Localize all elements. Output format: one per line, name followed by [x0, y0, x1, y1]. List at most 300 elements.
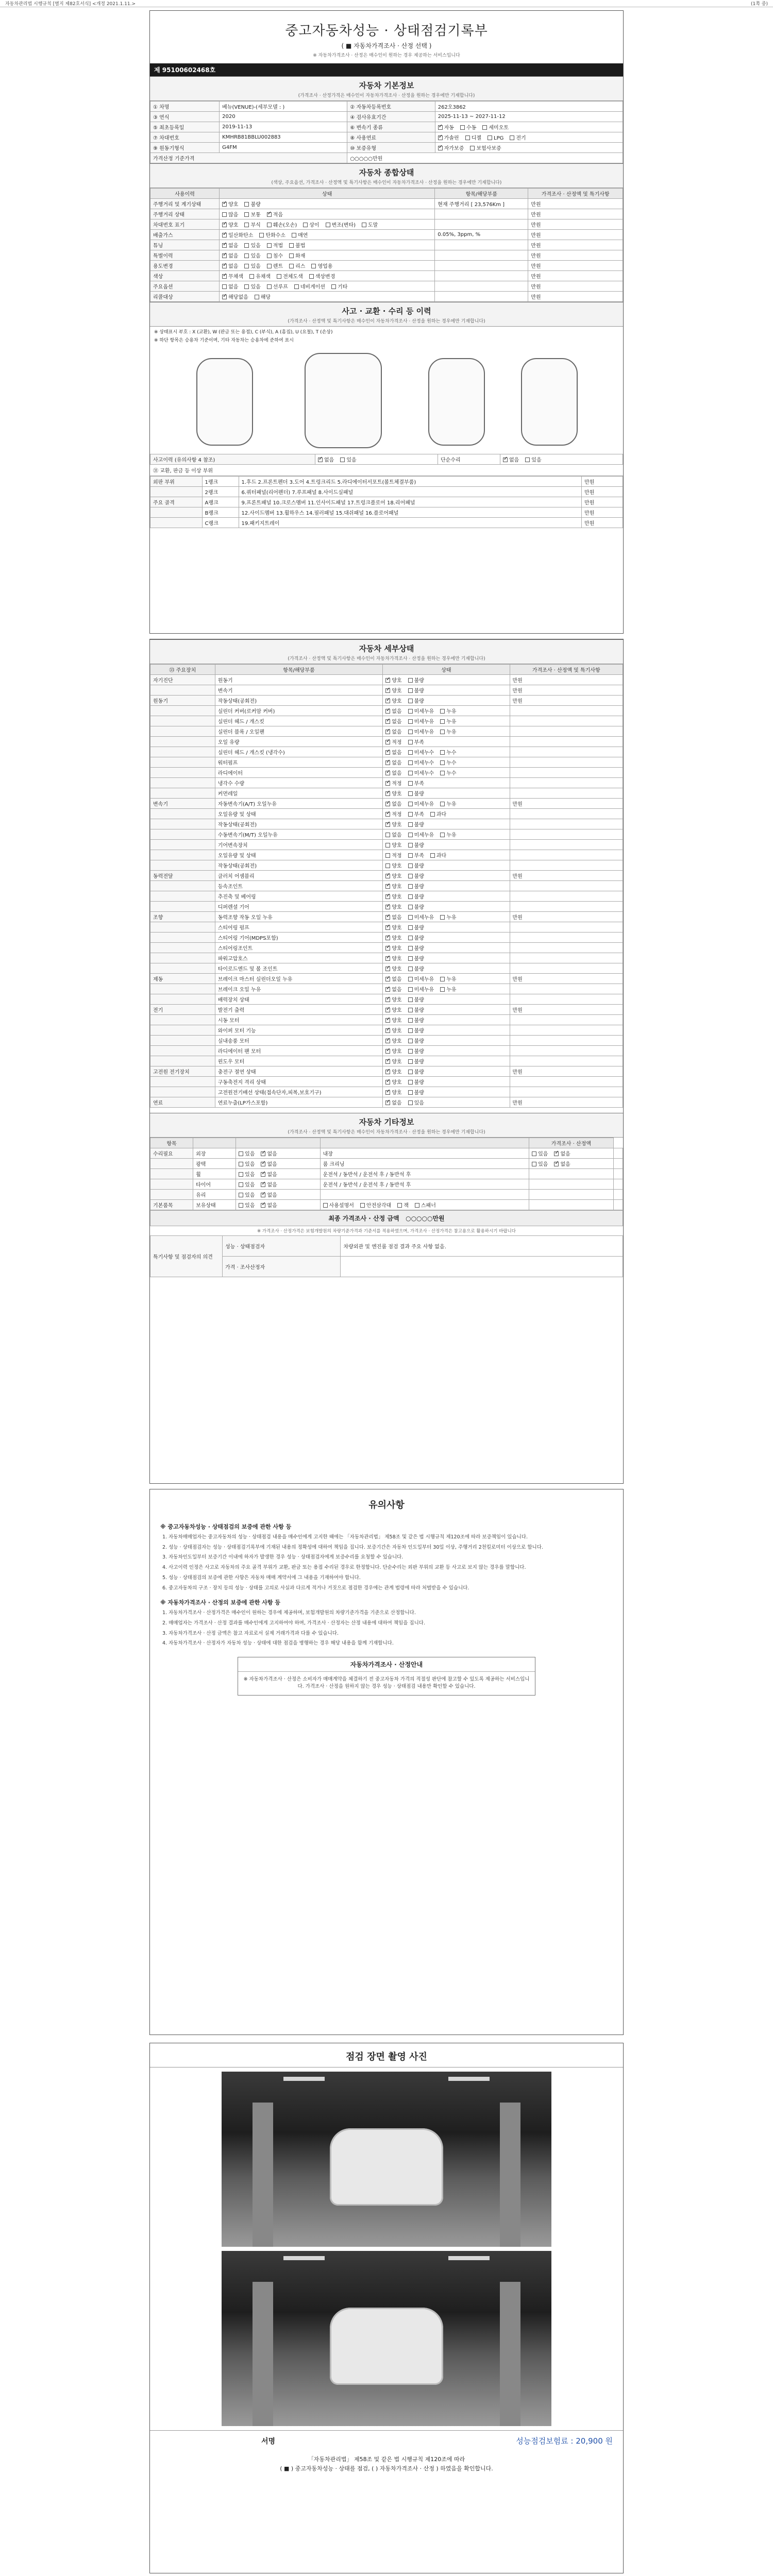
checkbox-option[interactable]: ✓ 없음	[385, 719, 401, 725]
checkbox-option[interactable]: ✓ 없음	[261, 1182, 277, 1188]
table-cell: 원동기	[150, 696, 215, 706]
checkbox-option[interactable]: 불량	[408, 894, 424, 900]
table-cell	[236, 1169, 320, 1179]
table-cell	[236, 1148, 320, 1159]
table-cell	[150, 1025, 215, 1036]
checkbox-option[interactable]: 선루프	[267, 284, 288, 290]
checkbox-option[interactable]: 불량	[408, 791, 424, 797]
checkbox-option[interactable]: 있음	[244, 264, 260, 269]
checkbox-option[interactable]: ✓ 양호	[385, 925, 401, 931]
checkbox-option[interactable]: 불량	[408, 905, 424, 910]
checkbox-option[interactable]: ✓ 양호	[385, 884, 401, 890]
checkbox-icon	[385, 853, 390, 858]
table-cell	[150, 840, 215, 850]
checkbox-option[interactable]: 없음	[385, 833, 401, 838]
price-cell: 만원	[582, 487, 623, 497]
checkbox-option[interactable]: ✓ 없음	[261, 1203, 277, 1209]
checkbox-option[interactable]: 미세누유	[408, 977, 434, 982]
table-cell	[220, 250, 435, 261]
checkbox-option[interactable]: ✓ 없음	[503, 457, 519, 463]
table-cell	[510, 706, 623, 716]
special-table	[150, 1235, 623, 1277]
checkbox-icon	[261, 1162, 265, 1166]
checkbox-option[interactable]: 불량	[408, 1008, 424, 1013]
parts-header: ㉛ 교환, 판금 등 이상 부위	[150, 465, 623, 476]
checkbox-option[interactable]: 누유	[440, 802, 456, 807]
checkbox-option[interactable]: 영업용	[311, 264, 332, 269]
checkbox-option[interactable]: 전기	[510, 135, 526, 141]
checkbox-option[interactable]: ✓ 없음	[222, 253, 238, 259]
table-cell	[383, 881, 510, 891]
inspector-role: 성능 · 상태점검자	[223, 1236, 341, 1257]
checkbox-icon	[385, 1018, 390, 1023]
table-cell: 라디에이터	[215, 768, 383, 778]
table-cell	[383, 994, 510, 1005]
table-cell: 실린더 블록 / 오일팬	[215, 726, 383, 737]
table-cell: 충전구 절연 상태	[215, 1066, 383, 1077]
final-price-note: ※ 가격조사 · 산정가격은 보험개발원의 차량기준가격과 기준서를 적용하였으며, 가격조사 · 산정가격은 참고용으로 활용하시기 바랍니다	[257, 1229, 516, 1234]
checkbox-option[interactable]: ✓ 없음	[261, 1172, 277, 1178]
checkbox-icon	[408, 1070, 413, 1074]
table-cell: 실내송풍 모터	[215, 1036, 383, 1046]
notice-section-1	[150, 1534, 623, 1592]
checkbox-option[interactable]: ✓ 자가보증	[438, 146, 464, 151]
checkbox-option[interactable]: 있음	[239, 1162, 255, 1167]
checkbox-option[interactable]: 불량	[408, 1059, 424, 1065]
table-cell	[529, 1159, 613, 1169]
checkbox-option[interactable]: 불량	[408, 1090, 424, 1096]
checkbox-option[interactable]: 잭	[397, 1203, 409, 1209]
checkbox-option[interactable]: 색상변경	[309, 274, 335, 280]
table-cell: 6.쿼터패널(리어펜더) 7.루프패널 8.사이드실패널	[239, 487, 581, 497]
summary-row	[150, 230, 623, 240]
checkbox-option[interactable]: ✓ 양호	[385, 1090, 401, 1096]
table-cell	[510, 953, 623, 963]
column-header	[236, 1138, 320, 1148]
checkbox-option[interactable]: 수동	[460, 125, 476, 131]
checkbox-option[interactable]: 미세누유	[408, 730, 434, 735]
checkbox-option[interactable]: 불량	[408, 936, 424, 941]
checkbox-option[interactable]: 미세누수	[408, 771, 434, 776]
checkbox-option[interactable]: 불량	[408, 874, 424, 879]
checkbox-option[interactable]: 해당	[255, 295, 271, 300]
checkbox-option[interactable]: 불량	[408, 1070, 424, 1075]
checkbox-option[interactable]: ✓ 양호	[385, 997, 401, 1003]
checkbox-icon	[430, 812, 435, 817]
checkbox-icon	[385, 699, 390, 703]
table-cell	[383, 788, 510, 799]
table-cell: 만원	[528, 261, 623, 271]
checkbox-option[interactable]: ✓ 없음	[385, 915, 401, 921]
table-cell: 운전석 / 동반석 / 운전석 후 / 동반석 후	[320, 1169, 529, 1179]
checkbox-option[interactable]: 미세누유	[408, 802, 434, 807]
checkbox-option[interactable]: 부족	[408, 781, 424, 787]
checkbox-option[interactable]: 미세누수	[408, 760, 434, 766]
checkbox-option[interactable]: 누수	[440, 750, 456, 756]
checkbox-option[interactable]: 과다	[430, 812, 446, 818]
checkbox-option[interactable]: ✓ 양호	[385, 678, 401, 684]
checkbox-option[interactable]: 세미오토	[482, 125, 509, 131]
checkbox-option[interactable]: ✓ 없음	[261, 1151, 277, 1157]
checkbox-option[interactable]: 불량	[408, 997, 424, 1003]
checkbox-option[interactable]: 있음	[239, 1203, 255, 1209]
checkbox-icon	[408, 987, 413, 992]
table-cell: 단순수리	[438, 454, 500, 465]
checkbox-option[interactable]: ✓ 양호	[385, 688, 401, 694]
checkbox-option[interactable]: 불량	[408, 1049, 424, 1055]
table-cell: 시동 모터	[215, 1015, 383, 1025]
checkbox-option[interactable]: ✓ 없음	[385, 802, 401, 807]
checkbox-option[interactable]: 누유	[440, 833, 456, 838]
checkbox-option[interactable]: ✓ 없음	[385, 760, 401, 766]
checkbox-option[interactable]: ✓ 양호	[385, 1028, 401, 1034]
checkbox-option[interactable]: 매연	[292, 233, 308, 239]
special-label: 특기사항 및 점검자의 의견	[150, 1236, 223, 1277]
basic-info-row	[150, 132, 623, 143]
checkbox-option[interactable]: 없음	[222, 284, 238, 290]
checkbox-option[interactable]: ✓ 없음	[385, 709, 401, 715]
checkbox-option[interactable]: ✓ 적정	[385, 781, 401, 787]
checkbox-option[interactable]: ✓ 양호	[385, 956, 401, 962]
checkbox-option[interactable]: LPG	[488, 135, 503, 141]
table-cell	[150, 768, 215, 778]
table-cell	[435, 271, 528, 281]
checkbox-option[interactable]: 안전삼각대	[360, 1203, 391, 1209]
checkbox-option[interactable]: ✓ 없음	[222, 243, 238, 249]
table-cell: 만원	[510, 799, 623, 809]
checkbox-option[interactable]: 양호	[385, 863, 401, 869]
checkbox-option[interactable]: ✓ 없음	[385, 730, 401, 735]
table-cell: 차대번호 표기	[150, 219, 220, 230]
checkbox-option[interactable]: 부족	[408, 740, 424, 745]
checkbox-option[interactable]: 누유	[440, 709, 456, 715]
checkbox-option[interactable]: 누유	[440, 719, 456, 725]
checkbox-icon	[385, 946, 390, 951]
table-cell: 2랭크	[202, 487, 239, 497]
checkbox-icon	[239, 1172, 243, 1177]
checkbox-option[interactable]: ✓ 없음	[385, 771, 401, 776]
checkbox-option[interactable]: 불량	[408, 678, 424, 684]
checkbox-option[interactable]: ✓ 해당없음	[222, 295, 248, 300]
detail-row	[150, 1046, 623, 1056]
table-cell: 브레이크 마스터 실린더오일 누유	[215, 974, 383, 984]
checkbox-option[interactable]: ✓ 없음	[385, 987, 401, 993]
checkbox-option[interactable]: ✓ 적음	[267, 212, 283, 218]
checkbox-option[interactable]: ✓ 없음	[385, 1100, 401, 1106]
table-cell	[383, 675, 510, 685]
table-cell: 용도변경	[150, 261, 220, 271]
checkbox-option[interactable]: 부식	[244, 223, 260, 228]
checkbox-option[interactable]: 있음	[532, 1151, 548, 1157]
table-cell: 스티어링 펌프	[215, 922, 383, 933]
checkbox-icon	[408, 956, 413, 961]
checkbox-option[interactable]: ✓ 없음	[222, 264, 238, 269]
checkbox-icon	[385, 781, 390, 786]
checkbox-icon	[385, 771, 390, 775]
checkbox-icon	[385, 802, 390, 806]
table-cell	[236, 1159, 320, 1169]
form-reference: 자동차관리법 시행규칙 [별지 제82호서식] <개정 2021.1.11.>	[5, 2, 136, 7]
table-cell: 외장	[193, 1148, 236, 1159]
checkbox-option[interactable]: 부족	[408, 853, 424, 859]
table-cell	[510, 1046, 623, 1056]
checkbox-option[interactable]: 불량	[408, 688, 424, 694]
checkbox-option[interactable]: ✓ 양호	[385, 1070, 401, 1075]
checkbox-option[interactable]: ✓ 양호	[385, 936, 401, 941]
checkbox-option[interactable]: ✓ 없음	[554, 1151, 570, 1157]
checkbox-option[interactable]: 누유	[440, 915, 456, 921]
other-row	[150, 1159, 623, 1169]
checkbox-option[interactable]: 네비게이션	[294, 284, 325, 290]
checkbox-icon	[408, 967, 413, 971]
checkbox-option[interactable]: 부족	[408, 812, 424, 818]
table-cell: 만원	[528, 209, 623, 219]
checkbox-icon	[440, 750, 445, 755]
table-cell: 타이로드엔드 및 볼 조인트	[215, 963, 383, 974]
checkbox-icon	[385, 709, 390, 714]
checkbox-option[interactable]: ✓ 자동	[438, 125, 454, 131]
checkbox-option[interactable]: 불량	[408, 1080, 424, 1086]
checkbox-option[interactable]: ✓ 무채색	[222, 274, 243, 280]
checkbox-option[interactable]: 있음	[239, 1172, 255, 1178]
table-cell	[435, 292, 528, 302]
checkbox-option[interactable]: 렌트	[267, 264, 283, 269]
checkbox-option[interactable]: 탄화수소	[259, 233, 285, 239]
checkbox-option[interactable]: ✓ 없음	[385, 977, 401, 982]
checkbox-option[interactable]: ✓ 양호	[222, 223, 238, 228]
checkbox-option[interactable]: 누유	[440, 977, 456, 982]
checkbox-option[interactable]: ✓ 양호	[385, 1008, 401, 1013]
checkbox-option[interactable]: 적정	[385, 853, 401, 859]
checkbox-option[interactable]: 미세누유	[408, 719, 434, 725]
checkbox-option[interactable]: 불량	[408, 956, 424, 962]
checkbox-option[interactable]: ✓ 양호	[385, 822, 401, 828]
checkbox-option[interactable]: 불량	[408, 925, 424, 931]
checkbox-option[interactable]: ✓ 적정	[385, 740, 401, 745]
summary-title: 자동차 종합상태	[150, 163, 623, 179]
checkbox-icon	[294, 284, 299, 289]
checkbox-option[interactable]: 미세누수	[408, 750, 434, 756]
checkbox-icon	[408, 771, 413, 775]
checkbox-option[interactable]: ✓ 양호	[385, 967, 401, 972]
checkbox-icon	[309, 274, 314, 279]
checkbox-option[interactable]: 상이	[303, 223, 319, 228]
checkbox-option[interactable]: 있음	[408, 1100, 424, 1106]
checkbox-icon	[408, 977, 413, 981]
checkbox-option[interactable]: 디젤	[465, 135, 481, 141]
checkbox-option[interactable]: ✓ 양호	[385, 1080, 401, 1086]
checkbox-option[interactable]: ✓ 적정	[385, 812, 401, 818]
checkbox-icon	[440, 915, 445, 920]
notice-heading-2: ※ 자동차가격조사 · 산정의 보증에 관한 사항 등	[160, 1599, 280, 1606]
table-cell: A랭크	[202, 497, 239, 507]
checkbox-option[interactable]: ✓ 없음	[385, 750, 401, 756]
checkbox-option[interactable]: ✓ 없음	[554, 1162, 570, 1167]
checkbox-icon	[385, 688, 390, 693]
checkbox-icon	[440, 802, 445, 806]
checkbox-option[interactable]: 보통	[244, 212, 260, 218]
checkbox-option[interactable]: ✓ 양호	[222, 202, 238, 208]
checkbox-option[interactable]: 있음	[244, 284, 260, 290]
checkbox-option[interactable]: 있음	[244, 253, 260, 259]
table-cell: B랭크	[202, 507, 239, 518]
checkbox-option[interactable]: 있음	[239, 1182, 255, 1188]
checkbox-option[interactable]: 변조(변타)	[326, 223, 356, 228]
checkbox-option[interactable]: 적법	[267, 243, 283, 249]
checkbox-option[interactable]: 불량	[408, 967, 424, 972]
checkbox-option[interactable]: ✓ 양호	[385, 1018, 401, 1024]
checkbox-option[interactable]: 스패너	[415, 1203, 436, 1209]
checkbox-option[interactable]: 과다	[430, 853, 446, 859]
checkbox-option[interactable]: 있음	[525, 457, 541, 463]
inspection-photo-rear	[222, 2251, 551, 2426]
table-cell: ⑨ 원동기형식	[150, 143, 220, 153]
accident-summary-table	[150, 454, 623, 465]
page-indicator: (1쪽 중)	[751, 2, 768, 7]
detail-row	[150, 943, 623, 953]
checkbox-option[interactable]: 불량	[408, 884, 424, 890]
checkbox-option[interactable]: 도말	[362, 223, 378, 228]
table-cell: 작동상태(공회전)	[215, 696, 383, 706]
checkbox-option[interactable]: ✓ 없음	[261, 1162, 277, 1167]
checkbox-option[interactable]: 불량	[408, 863, 424, 869]
table-cell	[383, 902, 510, 912]
checkbox-option[interactable]: ✓ 양호	[385, 1059, 401, 1065]
detail-row	[150, 953, 623, 963]
checkbox-option[interactable]: ✓ 양호	[385, 1049, 401, 1055]
checkbox-icon	[408, 740, 413, 744]
checkbox-icon	[385, 987, 390, 992]
checkbox-icon	[488, 135, 492, 140]
table-cell	[150, 819, 215, 829]
table-cell	[510, 902, 623, 912]
parts-row	[150, 497, 623, 507]
detail-note: (가격조사 · 산정액 및 특기사항은 매수인이 자동차가격조사 · 산정을 원하는 경우에만 기재합니다)	[150, 655, 623, 664]
checkbox-option[interactable]: 있음	[244, 243, 260, 249]
checkbox-icon	[244, 243, 249, 248]
table-cell	[435, 122, 623, 132]
table-cell: 내장	[320, 1148, 529, 1159]
checkbox-option[interactable]: ✓ 양호	[385, 946, 401, 952]
checkbox-option[interactable]: 많음	[222, 212, 238, 218]
table-cell: 타이어	[193, 1179, 236, 1190]
signature-label: 서명	[261, 2437, 276, 2446]
checkbox-icon	[385, 1100, 390, 1105]
checkbox-option[interactable]: 화재	[289, 253, 305, 259]
checkbox-option[interactable]: 불법	[289, 243, 305, 249]
checkbox-option[interactable]: 누수	[440, 771, 456, 776]
checkbox-icon	[408, 1059, 413, 1064]
checkbox-icon	[385, 884, 390, 889]
checkbox-option[interactable]: 리스	[289, 264, 305, 269]
checkbox-icon	[385, 936, 390, 940]
notice-paragraph: 3. 자동차인도일부터 보증기간 이내에 하자가 발생한 경우 성능 · 상태점검자에게 보증수리를 요청할 수 있습니다.	[162, 1554, 404, 1561]
checkbox-option[interactable]: 보험사보증	[470, 146, 501, 151]
checkbox-option[interactable]: ✓ 양호	[385, 874, 401, 879]
checkbox-option[interactable]: 누유	[440, 730, 456, 735]
table-cell: 만원	[510, 1005, 623, 1015]
checkbox-option[interactable]: ✓ 양호	[385, 791, 401, 797]
checkbox-option[interactable]: 전체도색	[277, 274, 303, 280]
checkbox-option[interactable]: 불량	[408, 1018, 424, 1024]
checkbox-icon	[261, 1151, 265, 1156]
table-cell: 19.패키지트레이	[239, 518, 581, 528]
table-cell	[150, 1077, 215, 1087]
detail-row	[150, 1015, 623, 1025]
table-cell	[613, 1159, 623, 1169]
checkbox-option[interactable]: 침수	[267, 253, 283, 259]
checkbox-option[interactable]: 불량	[408, 843, 424, 849]
checkbox-option[interactable]: 있음	[340, 457, 356, 463]
table-cell	[383, 737, 510, 747]
checkbox-option[interactable]: ✓ 일산화탄소	[222, 233, 253, 239]
checkbox-option[interactable]: ✓ 양호	[385, 905, 401, 910]
checkbox-option[interactable]: 미세누유	[408, 987, 434, 993]
checkbox-option[interactable]: 있음	[239, 1151, 255, 1157]
checkbox-option[interactable]: ✓ 없음	[261, 1193, 277, 1198]
table-cell: 현재 주행거리 [ 23,576Km ]	[435, 199, 528, 209]
table-cell	[236, 1179, 320, 1190]
table-cell: 스티어링조인트	[215, 943, 383, 953]
checkbox-option[interactable]: 미세누유	[408, 915, 434, 921]
checkbox-option[interactable]: ✓ 양호	[385, 1039, 401, 1044]
checkbox-option[interactable]: 누유	[440, 987, 456, 993]
checkbox-icon	[255, 295, 259, 299]
checkbox-icon	[311, 264, 316, 268]
table-cell: 와이퍼 모터 기능	[215, 1025, 383, 1036]
summary-row	[150, 209, 623, 219]
special-row	[150, 1236, 623, 1257]
table-cell	[150, 829, 215, 840]
checkbox-option[interactable]: 미세누유	[408, 833, 434, 838]
checkbox-option[interactable]: 있음	[239, 1193, 255, 1198]
checkbox-option[interactable]: 누수	[440, 760, 456, 766]
table-cell: 만원	[528, 271, 623, 281]
checkbox-option[interactable]: 사용설명서	[323, 1203, 354, 1209]
checkbox-option[interactable]: 불량	[408, 699, 424, 704]
checkbox-option[interactable]: 불량	[408, 822, 424, 828]
checkbox-option[interactable]: 기타	[331, 284, 347, 290]
checkbox-option[interactable]: ✓ 가솔린	[438, 135, 459, 141]
checkbox-option[interactable]: 훼손(오손)	[267, 223, 297, 228]
other-row	[150, 1179, 623, 1190]
checkbox-icon	[244, 212, 249, 217]
checkbox-option[interactable]: 불량	[408, 1028, 424, 1034]
checkbox-option[interactable]: 양호	[385, 843, 401, 849]
checkbox-option[interactable]: 유채색	[249, 274, 271, 280]
checkbox-icon	[222, 264, 227, 268]
table-cell	[150, 860, 215, 871]
checkbox-option[interactable]: ✓ 양호	[385, 699, 401, 704]
checkbox-option[interactable]: 있음	[532, 1162, 548, 1167]
checkbox-option[interactable]: 불량	[244, 202, 260, 208]
checkbox-option[interactable]: 불량	[408, 946, 424, 952]
checkbox-option[interactable]: ✓ 없음	[318, 457, 334, 463]
checkbox-option[interactable]: ✓ 양호	[385, 894, 401, 900]
car-frame-view	[428, 358, 485, 446]
inspector-opinion: 차량외관 및 엔진룸 점검 결과 주요 사항 없음.	[341, 1236, 623, 1257]
table-cell: 자기진단	[150, 675, 215, 685]
table-cell	[383, 809, 510, 819]
lift-post	[253, 2282, 273, 2426]
table-cell	[383, 685, 510, 696]
page-1	[149, 10, 624, 634]
checkbox-option[interactable]: 불량	[408, 1039, 424, 1044]
table-cell: 수동변속기(M/T) 오일누유	[215, 829, 383, 840]
checkbox-icon	[385, 791, 390, 796]
table-cell	[150, 1015, 215, 1025]
checkbox-option[interactable]: 미세누유	[408, 709, 434, 715]
